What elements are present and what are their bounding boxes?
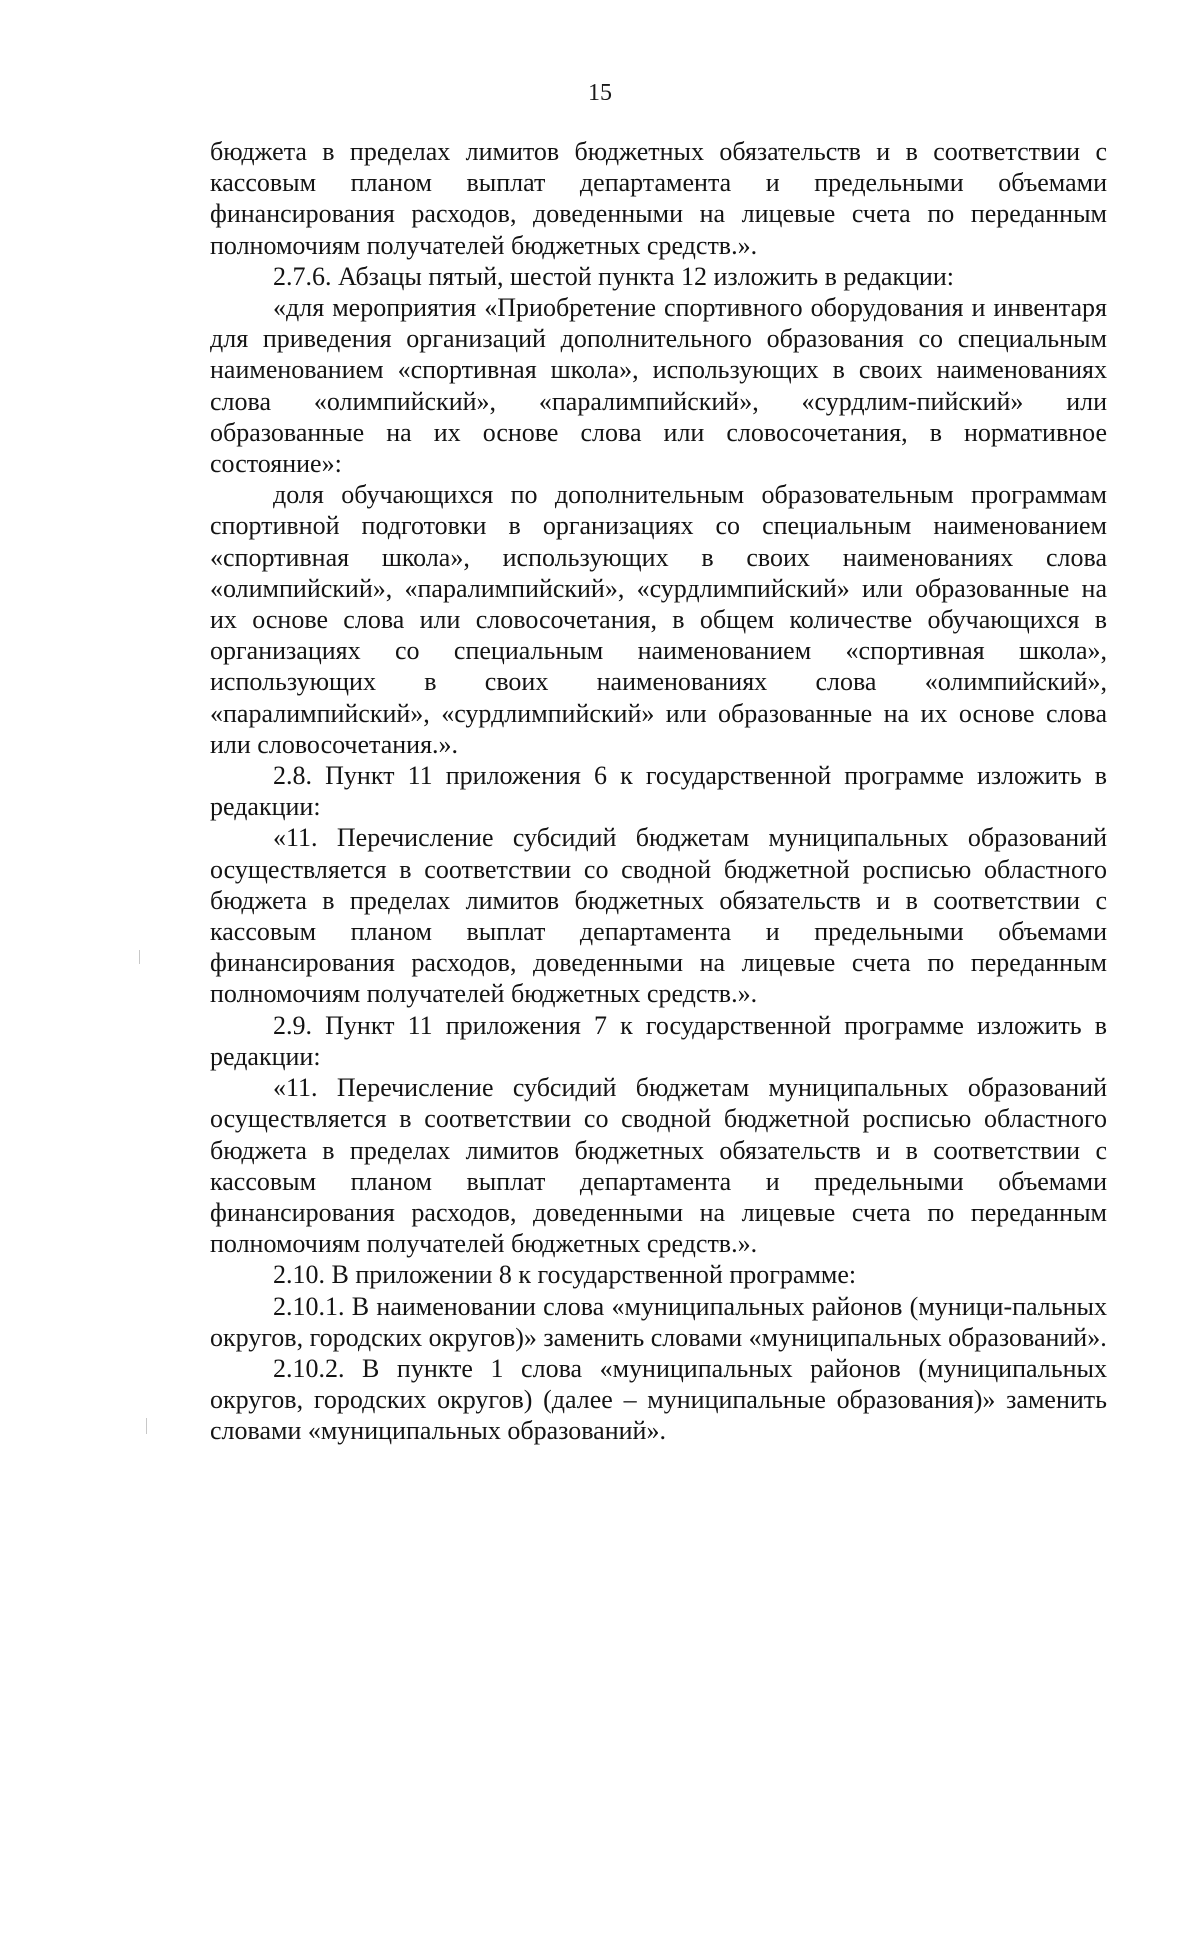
scan-mark bbox=[146, 1418, 147, 1434]
paragraph-2-8-text: «11. Перечисление субсидий бюджетам муниципальных образований осуществляется в соответствии со сводной бюджетной росписью областного бюджета в пределах лимитов бюджетных обязательств и в соответствии с кассовым планом выплат департамента и предельными объемами финансирования расходов, доведенными на лицевые счета по переданным полномочиям получателей бюджетных средств.». bbox=[210, 823, 1107, 1009]
page-number: 15 bbox=[588, 80, 612, 106]
paragraph-2-10: 2.10. В приложении 8 к государственной программе: bbox=[273, 1260, 857, 1290]
paragraph-continuation: бюджета в пределах лимитов бюджетных обязательств и в соответствии с кассовым планом выплат департамента и предельными объемами финансирования расходов, доведенными на лицевые счета по переданным полномочиям получателей бюджетных средств.». bbox=[210, 137, 1107, 260]
scan-mark bbox=[139, 950, 140, 964]
paragraph-2-8: 2.8. Пункт 11 приложения 6 к государственной программе изложить в редакции: bbox=[210, 761, 1107, 822]
document-body bbox=[210, 136, 1107, 1447]
paragraph-2-10-2: 2.10.2. В пункте 1 слова «муниципальных районов (муниципальных округов, городских округов) (далее – муниципальные образования)» заменить словами «муниципальных образований». bbox=[210, 1353, 1107, 1446]
paragraph-2-10-1: 2.10.1. В наименовании слова «муниципальных районов (муници-пальных округов, городских округов)» заменить словами «муниципальных образований». bbox=[210, 1291, 1107, 1352]
paragraph-2-7-6: 2.7.6. Абзацы пятый, шестой пункта 12 изложить в редакции: bbox=[273, 261, 954, 291]
paragraph-event-name: «для мероприятия «Приобретение спортивного оборудования и инвентаря для приведения организаций дополнительного образования со специальным наименованием «спортивная школа», использующих в своих наименованиях слова «олимпийский», «паралимпийский», «сурдлим-пийский» или образованные на их основе слова или словосочетания, в нормативное состояние»: bbox=[210, 293, 1107, 479]
paragraph-share-definition: доля обучающихся по дополнительным образовательным программам спортивной подготовки в организациях со специальным наименованием «спортивная школа», использующих в своих наименованиях слова «олимпийский», «паралимпийский», «сурдлимпийский» или образованные на их основе слова или словосочетания, в общем количестве обучающихся в организациях со специальным наименованием «спортивная школа», использующих в своих наименованиях слова «олимпийский», «паралимпийский», «сурдлимпийский» или образованные на их основе слова или словосочетания.». bbox=[210, 480, 1107, 759]
paragraph-2-9: 2.9. Пункт 11 приложения 7 к государственной программе изложить в редакции: bbox=[210, 1010, 1107, 1071]
paragraph-2-9-text: «11. Перечисление субсидий бюджетам муниципальных образований осуществляется в соответствии со сводной бюджетной росписью областного бюджета в пределах лимитов бюджетных обязательств и в соответствии с кассовым планом выплат департамента и предельными объемами финансирования расходов, доведенными на лицевые счета по переданным полномочиям получателей бюджетных средств.». bbox=[210, 1073, 1107, 1259]
